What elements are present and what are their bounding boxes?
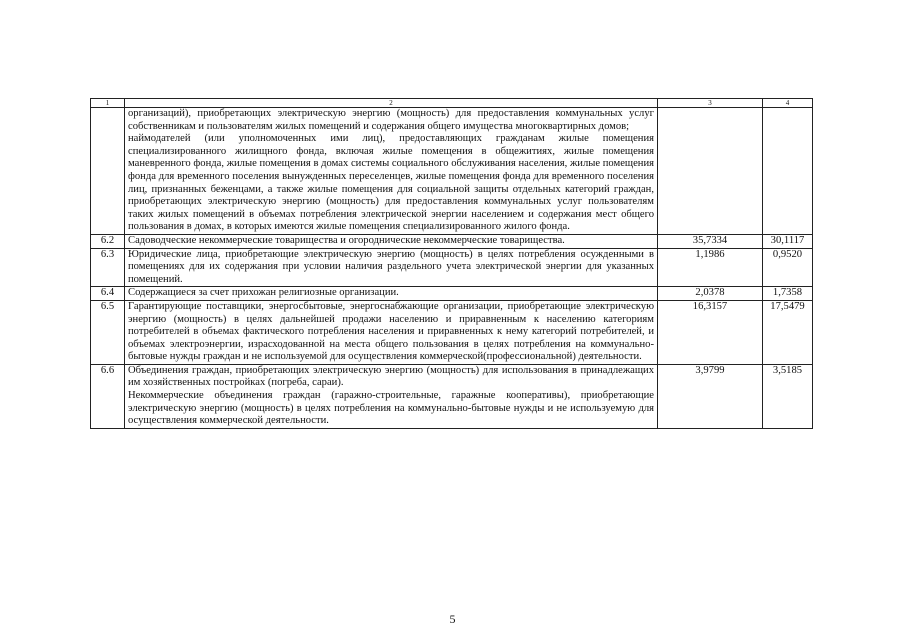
description-paragraph: Некоммерческие объединения граждан (гаражно-строительные, гаражные кооперативы), приобретающие электрическую энергию (мощность) в целях потребления на коммунально-бытовые нужды и не используемую для осуществления коммерческой деятельности. bbox=[128, 390, 654, 427]
row-description bbox=[125, 108, 658, 235]
description-paragraph: наймодателей (или уполномоченных ими лиц), предоставляющих гражданам жилые помещения специализированного жилищного фонда, включая жилые помещения в общежитиях, жилые помещения маневренного фонда, жилые помещения в домах системы социального обслуживания населения, жилые помещения фонда для временного поселения вынужденных переселенцев, жилые помещения фонда для временного поселения лиц, признанных беженцами, а также жилые помещения для социальной защиты отдельных категорий граждан, приобретающих электрическую энергию (мощность) для предоставления коммунальных услуг пользователям таких жилых помещений в объемах потребления электрической энергии населением и содержания мест общего пользования в домах, в которых имеются жилые помещения специализированного жилого фонда. bbox=[128, 133, 654, 233]
table-row-6-3 bbox=[91, 248, 813, 287]
row-col4-value: 30,1117 bbox=[763, 234, 813, 248]
row-description bbox=[125, 300, 658, 364]
row-description bbox=[125, 234, 658, 248]
row-col4-value: 0,9520 bbox=[763, 248, 813, 287]
page-number: 5 bbox=[449, 612, 456, 626]
row-col3-value: 2,0378 bbox=[658, 287, 763, 301]
description-paragraph: Содержащиеся за счет прихожан религиозные организации. bbox=[128, 287, 399, 299]
description-paragraph: Гарантирующие поставщики, энергосбытовые, энергоснабжающие организации, приобретающие электрическую энергию (мощность) в целях дальнейшей продажи населению и приравненным к населению категориям потребителей в объемах фактического потребления населения и приравненных к нему категорий потребителей, и объемах электроэнергии, израсходованной на места общего пользования в целях потребления на коммунально-бытовые нужды граждан и не используемой для осуществления коммерческой(профессиональной) деятельности. bbox=[128, 300, 654, 363]
table-row-6-4 bbox=[91, 287, 813, 301]
row-description bbox=[125, 248, 658, 287]
row-col4-value: 3,5185 bbox=[763, 364, 813, 428]
header-col-4: 4 bbox=[763, 99, 813, 108]
row-col4-value bbox=[763, 108, 813, 235]
row-col3-value: 35,7334 bbox=[658, 234, 763, 248]
header-col-2: 2 bbox=[125, 99, 658, 108]
row-number: 6.5 bbox=[91, 300, 125, 364]
description-paragraph: организаций), приобретающих электрическую энергию (мощность) для предоставления коммунальных услуг собственникам и пользователям жилых помещений и содержания общего имущества многоквартирных домов; bbox=[128, 108, 654, 132]
row-number: 6.3 bbox=[91, 248, 125, 287]
table-row-6-5 bbox=[91, 300, 813, 364]
row-col3-value: 16,3157 bbox=[658, 300, 763, 364]
row-col4-value: 17,5479 bbox=[763, 300, 813, 364]
row-description bbox=[125, 287, 658, 301]
table-header-row bbox=[91, 99, 813, 108]
header-col-3: 3 bbox=[658, 99, 763, 108]
row-number: 6.4 bbox=[91, 287, 125, 301]
description-paragraph: Юридические лица, приобретающие электрическую энергию (мощность) в целях потребления осужденными в помещениях для их содержания при условии наличия раздельного учета электрической энергии для указанных помещений. bbox=[128, 248, 654, 285]
row-number: 6.2 bbox=[91, 234, 125, 248]
table-row-continuation bbox=[91, 108, 813, 235]
table-row-6-6 bbox=[91, 364, 813, 428]
row-col4-value: 1,7358 bbox=[763, 287, 813, 301]
table-row-6-2 bbox=[91, 234, 813, 248]
row-number bbox=[91, 108, 125, 235]
header-col-1: 1 bbox=[91, 99, 125, 108]
row-description bbox=[125, 364, 658, 428]
row-number: 6.6 bbox=[91, 364, 125, 428]
description-paragraph: Объединения граждан, приобретающих электрическую энергию (мощность) для использования в принадлежащих им хозяйственных постройках (погреба, сараи). bbox=[128, 364, 654, 389]
tariff-table bbox=[90, 98, 813, 429]
row-col3-value: 3,9799 bbox=[658, 364, 763, 428]
row-col3-value bbox=[658, 108, 763, 235]
description-paragraph: Садоводческие некоммерческие товарищества и огороднические некоммерческие товарищества. bbox=[128, 234, 565, 246]
row-col3-value: 1,1986 bbox=[658, 248, 763, 287]
